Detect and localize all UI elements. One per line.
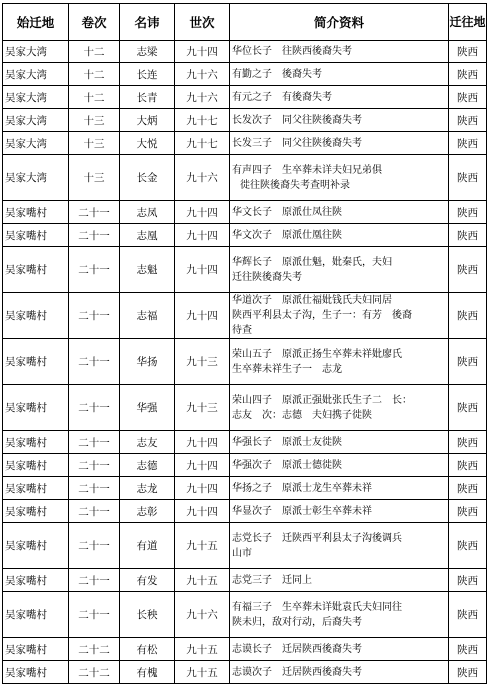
origin-cell: 吴家嘴村 [3,224,69,247]
table-row [3,247,487,293]
volume-cell: 十二 [69,63,120,86]
name-cell: 长金 [120,155,175,201]
volume-cell: 十二 [69,86,120,109]
origin-cell: 吴家大湾 [3,86,69,109]
header-generation: 世次 [175,4,230,41]
dest-cell: 陕西 [449,500,487,523]
bio-line: 华道次子 原派仕福妣钱氏夫妇同居 [232,295,392,306]
generation-cell: 九十六 [175,63,230,86]
name-cell: 志梁 [120,41,175,63]
bio-line: 华扬之子 原派士龙生卒葬未祥 [232,482,372,494]
volume-cell: 二十一 [69,454,120,477]
bio-line: 待查 [232,325,252,336]
volume-cell: 二十一 [69,431,120,454]
bio-cell [230,293,449,339]
bio-line: 陕未归，敌对行动，后裔失考 [232,616,362,628]
bio-line: 华强长子 原派士友徙陕 [232,436,342,448]
generation-cell: 九十七 [175,109,230,132]
table-row [3,293,487,339]
dest-cell: 陕西 [449,86,487,109]
name-cell: 大悦 [120,132,175,155]
genealogy-table [2,3,487,684]
generation-cell: 九十四 [175,201,230,224]
table-row [3,86,487,109]
generation-cell: 九十六 [175,86,230,109]
origin-cell: 吴家嘴村 [3,477,69,500]
generation-cell: 九十五 [175,569,230,592]
header-volume: 卷次 [69,4,120,41]
name-cell: 大炳 [120,109,175,132]
bio-cell [230,569,449,592]
name-cell: 长秧 [120,592,175,638]
generation-cell: 九十六 [175,155,230,201]
origin-cell: 吴家嘴村 [3,569,69,592]
volume-cell: 二十一 [69,293,120,339]
bio-cell [230,86,449,109]
dest-cell: 陕西 [449,109,487,132]
dest-cell: 陕西 [449,477,487,500]
dest-cell: 陕西 [449,132,487,155]
bio-line: 生卒葬未祥生子一 志龙 [232,363,342,375]
bio-line: 志党三子 迁同上 [232,574,312,586]
generation-cell: 九十七 [175,132,230,155]
table-row [3,477,487,500]
generation-cell: 九十六 [175,592,230,638]
volume-cell: 二十一 [69,339,120,385]
origin-cell: 吴家嘴村 [3,293,69,339]
dest-cell: 陕西 [449,454,487,477]
volume-cell: 二十一 [69,500,120,523]
generation-cell: 九十五 [175,661,230,684]
bio-cell [230,247,449,293]
dest-cell: 陕西 [449,293,487,339]
table-row [3,339,487,385]
dest-cell: 陕西 [449,661,487,684]
origin-cell: 吴家嘴村 [3,339,69,385]
generation-cell: 九十四 [175,224,230,247]
header-bio: 简介资料 [230,4,449,41]
header-row [3,4,487,41]
volume-cell: 二十一 [69,592,120,638]
bio-line: 华文长子 原派仕凤往陕 [232,206,342,218]
origin-cell: 吴家嘴村 [3,500,69,523]
name-cell: 长青 [120,86,175,109]
bio-line: 长发三子 同父往陕後裔失考 [232,137,362,149]
origin-cell: 吴家大湾 [3,63,69,86]
name-cell: 志福 [120,293,175,339]
name-cell: 有道 [120,523,175,569]
header-name: 名讳 [120,4,175,41]
bio-cell [230,477,449,500]
volume-cell: 十三 [69,109,120,132]
table-row [3,638,487,661]
name-cell: 志彰 [120,500,175,523]
generation-cell: 九十四 [175,477,230,500]
bio-line: 陕西平利县太子沟，生子一：有芳 後裔 [232,310,412,321]
table-row [3,155,487,201]
generation-cell: 九十四 [175,454,230,477]
bio-line: 有声四子 生卒葬未详夫妇兄弟俱 [232,164,382,176]
bio-cell [230,109,449,132]
volume-cell: 二十一 [69,224,120,247]
table-row [3,224,487,247]
table-row [3,454,487,477]
name-cell: 华扬 [120,339,175,385]
origin-cell: 吴家嘴村 [3,454,69,477]
bio-cell [230,431,449,454]
bio-cell [230,523,449,569]
bio-cell [230,155,449,201]
name-cell: 有松 [120,638,175,661]
generation-cell: 九十五 [175,523,230,569]
table-row [3,500,487,523]
dest-cell: 陕西 [449,41,487,63]
bio-cell [230,592,449,638]
bio-line: 有勤之子 後裔失考 [232,68,322,80]
origin-cell: 吴家嘴村 [3,201,69,224]
name-cell: 志魁 [120,247,175,293]
table-row [3,661,487,684]
bio-line: 迁往陕後裔失考 [232,271,302,283]
origin-cell: 吴家嘴村 [3,638,69,661]
table-row [3,523,487,569]
dest-cell: 陕西 [449,339,487,385]
dest-cell: 陕西 [449,523,487,569]
origin-cell: 吴家嘴村 [3,523,69,569]
generation-cell: 九十四 [175,41,230,63]
volume-cell: 十三 [69,155,120,201]
bio-cell [230,41,449,63]
volume-cell: 二十一 [69,569,120,592]
generation-cell: 九十三 [175,385,230,431]
bio-line: 志友 次：志德 夫妇携子徙陕 [232,409,372,421]
bio-cell [230,339,449,385]
bio-line: 华位长子 往陕西後裔失考 [232,46,352,57]
bio-line: 志谟次子 迁居陕西後裔失考 [232,666,362,678]
name-cell: 有发 [120,569,175,592]
bio-line: 华文次子 原派仕凰往陕 [232,229,342,241]
name-cell: 有槐 [120,661,175,684]
generation-cell: 九十三 [175,339,230,385]
origin-cell: 吴家嘴村 [3,385,69,431]
bio-cell [230,638,449,661]
bio-line: 荣山五子 原派正扬生卒葬未祥妣廖氏 [232,348,402,360]
bio-cell [230,385,449,431]
name-cell: 长连 [120,63,175,86]
bio-cell [230,661,449,684]
table-row [3,592,487,638]
origin-cell: 吴家嘴村 [3,247,69,293]
dest-cell: 陕西 [449,201,487,224]
bio-line: 志党长子 迁陕西平利县太子沟後调兵 [232,532,402,544]
origin-cell: 吴家嘴村 [3,431,69,454]
origin-cell: 吴家嘴村 [3,661,69,684]
table-row [3,109,487,132]
bio-cell [230,63,449,86]
bio-cell [230,132,449,155]
volume-cell: 二十一 [69,201,120,224]
generation-cell: 九十五 [175,638,230,661]
bio-line: 荣山四子 原派正强妣张氏生子二 长： [232,394,412,406]
bio-cell [230,224,449,247]
bio-cell [230,500,449,523]
dest-cell: 陕西 [449,155,487,201]
name-cell: 志凤 [120,201,175,224]
volume-cell: 二十一 [69,523,120,569]
table-row [3,201,487,224]
volume-cell: 二十二 [69,661,120,684]
dest-cell: 陕西 [449,63,487,86]
dest-cell: 陕西 [449,385,487,431]
bio-line: 华显次子 原派士彰生卒葬未祥 [232,505,372,517]
bio-line: 有元之子 有後裔失考 [232,91,332,103]
volume-cell: 二十一 [69,247,120,293]
origin-cell: 吴家大湾 [3,109,69,132]
volume-cell: 二十一 [69,477,120,500]
dest-cell: 陕西 [449,247,487,293]
bio-line: 华辉长子 原派仕魁，妣秦氏，夫妇 [232,256,392,268]
generation-cell: 九十四 [175,247,230,293]
bio-line: 志谟长子 迁居陕西後裔失考 [232,643,362,655]
header-dest: 迁往地 [449,4,487,41]
generation-cell: 九十四 [175,293,230,339]
origin-cell: 吴家大湾 [3,155,69,201]
name-cell: 志凰 [120,224,175,247]
bio-line: 华强次子 原派士德徙陕 [232,459,342,471]
volume-cell: 二十一 [69,385,120,431]
origin-cell: 吴家嘴村 [3,592,69,638]
table-row [3,63,487,86]
bio-line: 徙往陕後裔失考查明补录 [240,179,350,191]
name-cell: 志德 [120,454,175,477]
table-row [3,385,487,431]
header-origin: 始迁地 [3,4,69,41]
volume-cell: 二十二 [69,638,120,661]
origin-cell: 吴家大湾 [3,41,69,63]
table-row [3,132,487,155]
dest-cell: 陕西 [449,224,487,247]
dest-cell: 陕西 [449,431,487,454]
bio-cell [230,454,449,477]
generation-cell: 九十四 [175,431,230,454]
volume-cell: 十二 [69,41,120,63]
name-cell: 志龙 [120,477,175,500]
bio-line: 山市 [232,547,252,559]
dest-cell: 陕西 [449,569,487,592]
bio-line: 长发次子 同父往陕後裔失考 [232,114,362,126]
dest-cell: 陕西 [449,592,487,638]
bio-line: 有福三子 生卒葬未详妣袁氏夫妇同往 [232,601,402,613]
name-cell: 志友 [120,431,175,454]
volume-cell: 十三 [69,132,120,155]
table-row [3,431,487,454]
bio-cell [230,201,449,224]
generation-cell: 九十四 [175,500,230,523]
origin-cell: 吴家大湾 [3,132,69,155]
dest-cell: 陕西 [449,638,487,661]
name-cell: 华强 [120,385,175,431]
table-row [3,41,487,63]
table-row [3,569,487,592]
